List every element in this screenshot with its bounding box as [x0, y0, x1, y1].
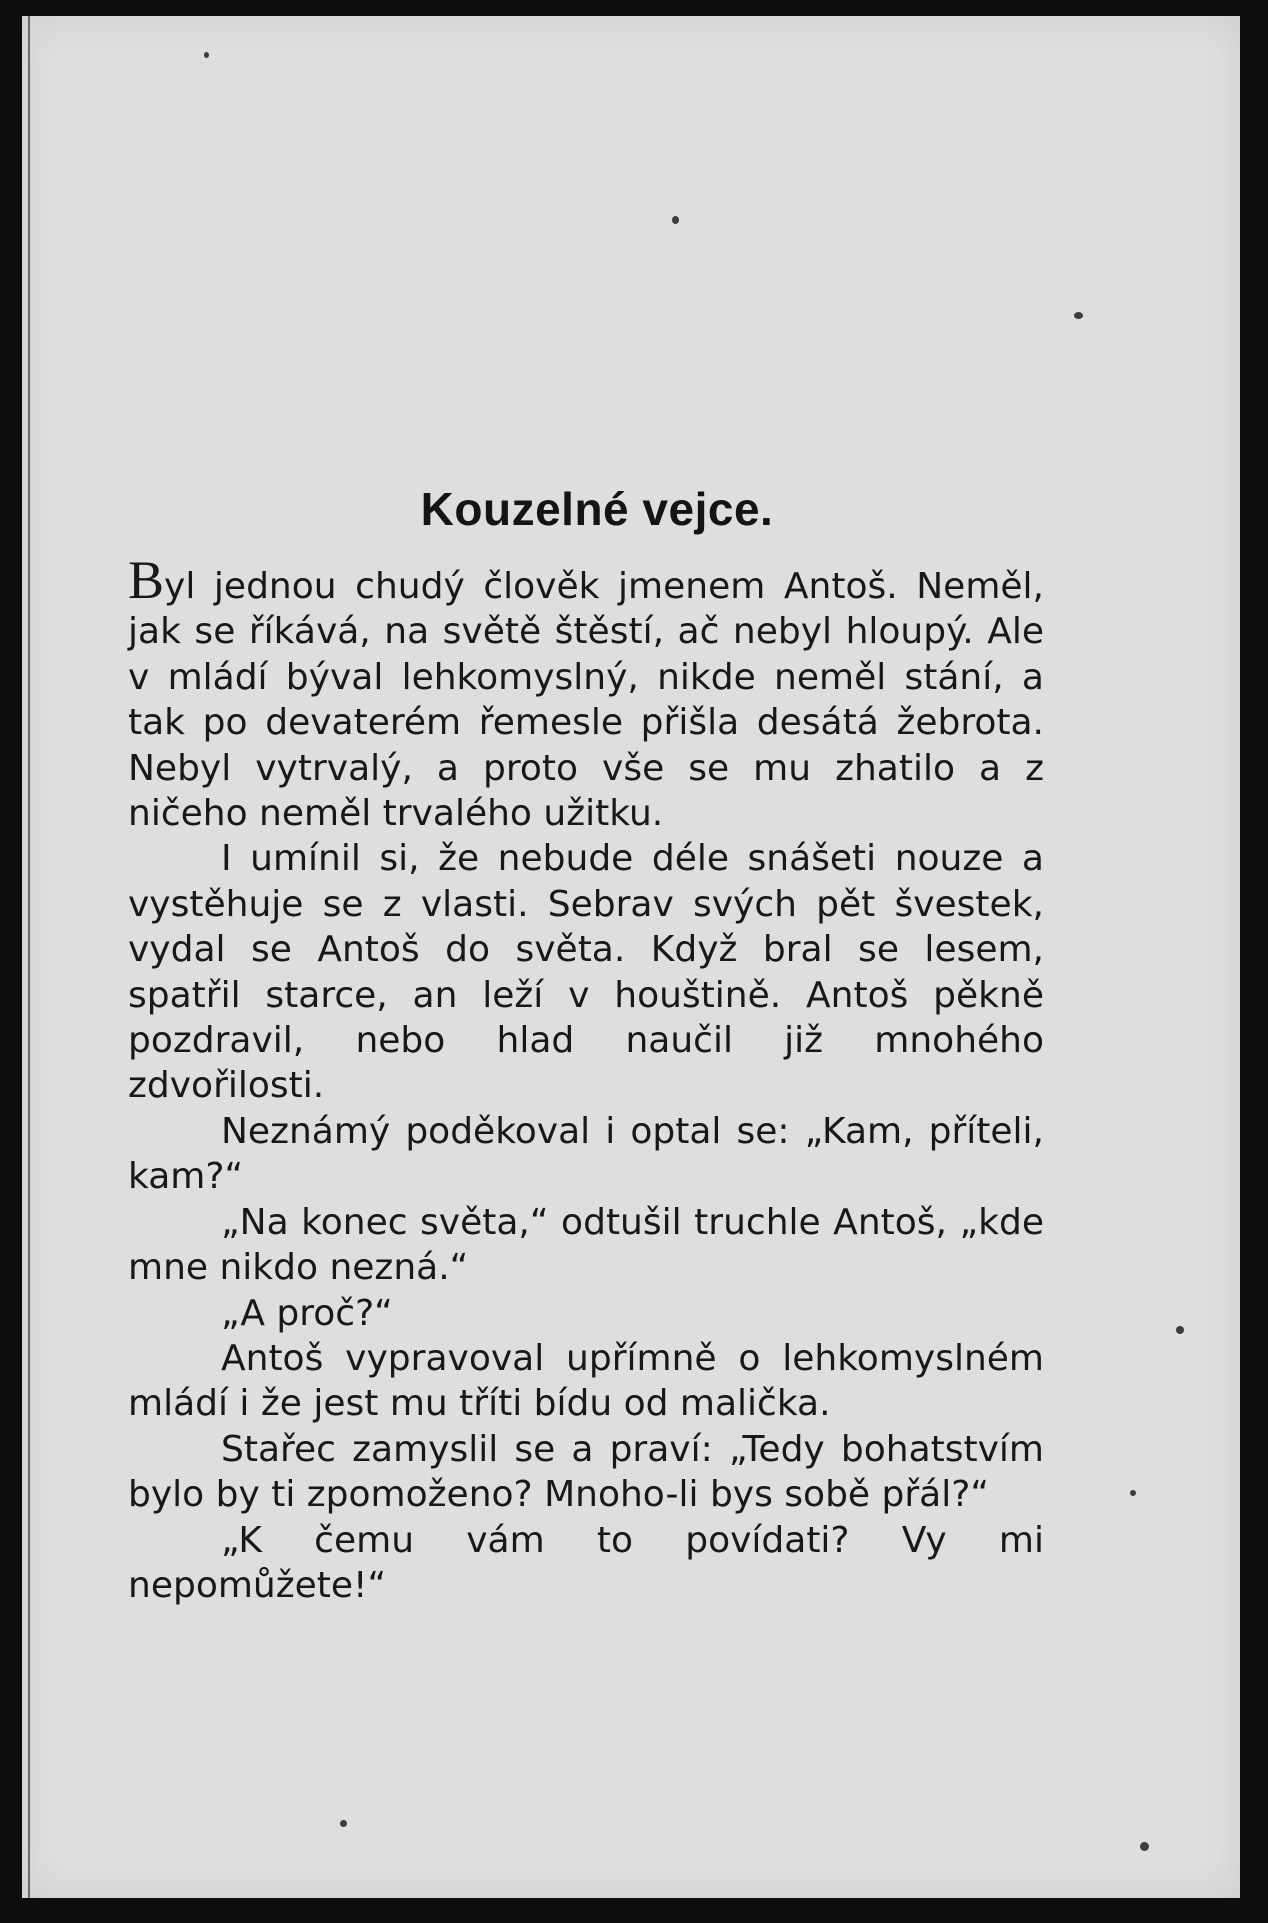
- print-speck: [1176, 1326, 1184, 1334]
- story-title: Kouzelné vejce.: [420, 483, 774, 535]
- paragraph: „A proč?“: [221, 1292, 393, 1334]
- paragraph: Stařec zamyslil se a praví: „Tedy bohatstvím bylo by ti zpomoženo? Mnoho-li bys sobě přál?“: [128, 1428, 1044, 1516]
- paragraph: I umínil si, že nebude déle snášeti nouze a vystěhuje se z vlasti. Sebrav svých pět švestek, vydal se Antoš do světa. Když bral se lesem, spatřil starce, an leží v houštině. Antoš pěkně pozdravil, nebo hlad naučil již mnohého zdvořilosti.: [128, 838, 1044, 1107]
- page-edge-rule: [28, 16, 30, 1898]
- story-text: [128, 550, 1044, 1608]
- print-speck: [1074, 312, 1083, 319]
- paragraph: „K čemu vám to povídati? Vy mi nepomůžete!“: [128, 1519, 1044, 1606]
- paragraph: „Na konec světa,“ odtušil truchle Antoš, „kde mne nikdo nezná.“: [128, 1201, 1044, 1289]
- print-speck: [1140, 1842, 1149, 1851]
- print-speck: [204, 52, 209, 58]
- paragraph: [128, 550, 1044, 836]
- print-speck: [1130, 1490, 1136, 1496]
- paragraph-text: yl jednou chudý člověk jmenem Antoš. Neměl, jak se říkává, na světě štěstí, ač nebyl hloupý. Ale v mládí býval lehkomyslný, nikde neměl stání, a tak po devaterém řemesle přišla desátá žebrota. Nebyl vytrvalý, a proto vše se mu zhatilo a z ničeho neměl trvalého užitku.: [128, 566, 1044, 835]
- paragraph: Neznámý poděkoval i optal se: „Kam, příteli, kam?“: [128, 1110, 1044, 1198]
- drop-cap: B: [128, 550, 165, 610]
- book-page: [22, 16, 1240, 1898]
- print-speck: [672, 216, 679, 224]
- print-speck: [340, 1820, 347, 1827]
- paragraph: Antoš vypravoval upřímně o lehkomyslném mládí i že jest mu tříti bídu od malička.: [128, 1337, 1044, 1425]
